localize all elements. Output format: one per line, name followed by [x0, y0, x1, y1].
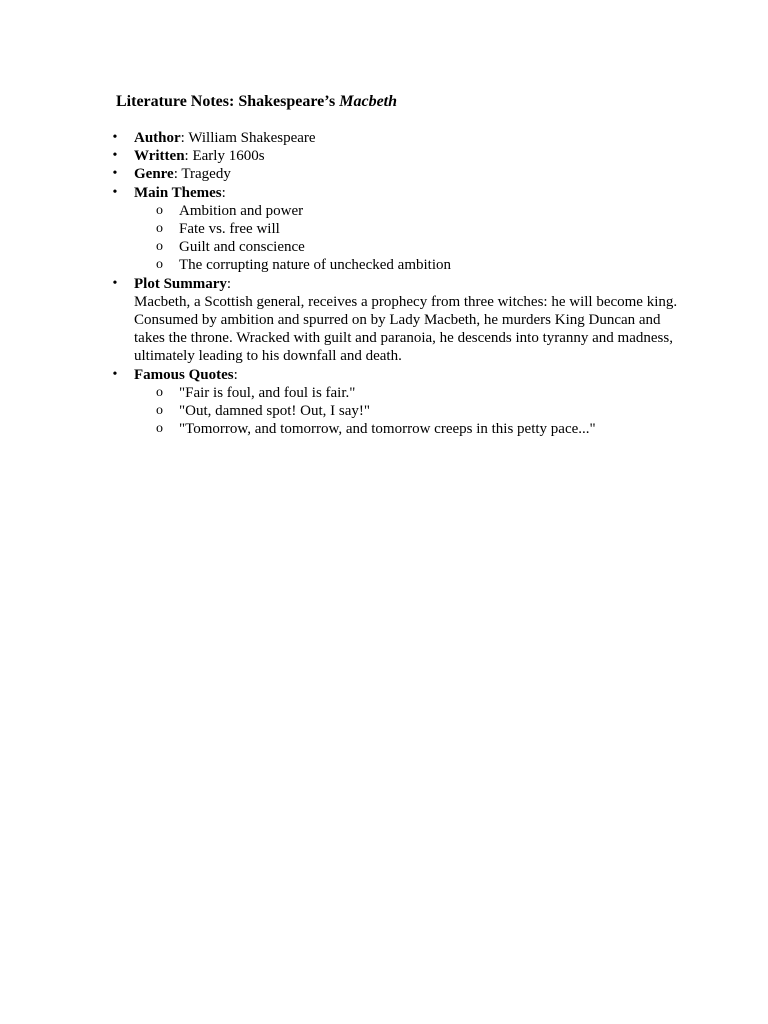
- note-label: Famous Quotes: [134, 366, 234, 383]
- note-label: Main Themes: [134, 184, 222, 201]
- note-separator: :: [184, 148, 189, 165]
- document-title-emphasis: Macbeth: [339, 93, 398, 110]
- note-label: Plot Summary: [134, 275, 227, 292]
- bullet-icon: •: [112, 148, 118, 164]
- bullet-icon: •: [112, 184, 118, 200]
- theme-item: [134, 202, 680, 220]
- sub-bullet-icon: o: [156, 403, 163, 419]
- note-label: Written: [134, 148, 185, 165]
- note-written: [110, 147, 680, 165]
- note-value: Early 1600s: [188, 148, 265, 165]
- bullet-icon: •: [112, 275, 118, 291]
- note-value: William Shakespeare: [184, 130, 316, 146]
- note-label: Genre: [134, 166, 174, 183]
- bullet-icon: •: [112, 366, 118, 382]
- sub-bullet-icon: o: [156, 257, 163, 273]
- theme-text: Fate vs. free will: [179, 221, 280, 238]
- note-label: Author: [134, 130, 181, 146]
- note-separator: :: [180, 130, 185, 146]
- sub-bullet-icon: o: [156, 202, 163, 218]
- note-genre: [110, 165, 680, 183]
- note-separator: :: [173, 166, 178, 183]
- document-title: [116, 91, 397, 113]
- quote-text: "Fair is foul, and foul is fair.": [179, 384, 356, 401]
- bullet-icon: •: [112, 166, 118, 182]
- note-famous-quotes: [110, 366, 680, 439]
- quote-item: [134, 420, 680, 438]
- plot-summary-text: Macbeth, a Scottish general, receives a prophecy from three witches: he will become king. Consumed by ambition and spurred on by Lady Macbeth, he murders King Duncan and takes the throne. Wracked with guilt and paranoia, he descends into tyranny and madness, ultimately leading to his downfall and death.: [134, 293, 678, 365]
- quote-item: [134, 384, 680, 402]
- note-main-themes: [110, 184, 680, 275]
- note-separator: :: [221, 184, 226, 201]
- themes-list: [134, 202, 680, 275]
- bullet-icon: •: [112, 130, 118, 145]
- quotes-list: [134, 384, 680, 439]
- sub-bullet-icon: o: [156, 421, 163, 437]
- theme-text: Ambition and power: [179, 202, 304, 219]
- note-author: [110, 129, 680, 147]
- sub-bullet-icon: o: [156, 239, 163, 255]
- theme-item: [134, 220, 680, 238]
- document-title-text: Literature Notes: Shakespeare’s: [116, 93, 340, 110]
- quote-item: [134, 402, 680, 420]
- quote-text: "Out, damned spot! Out, I say!": [179, 403, 370, 420]
- theme-item: [134, 256, 680, 274]
- note-plot-summary: [110, 275, 680, 366]
- notes-list: [110, 129, 680, 438]
- theme-item: [134, 238, 680, 256]
- sub-bullet-icon: o: [156, 221, 163, 237]
- theme-text: The corrupting nature of unchecked ambition: [179, 257, 451, 274]
- note-separator: :: [226, 275, 232, 292]
- quote-text: "Tomorrow, and tomorrow, and tomorrow creeps in this petty pace...": [179, 421, 596, 438]
- note-separator: :: [233, 366, 238, 383]
- note-value: Tragedy: [177, 166, 231, 183]
- theme-text: Guilt and conscience: [179, 239, 305, 256]
- sub-bullet-icon: o: [156, 384, 163, 400]
